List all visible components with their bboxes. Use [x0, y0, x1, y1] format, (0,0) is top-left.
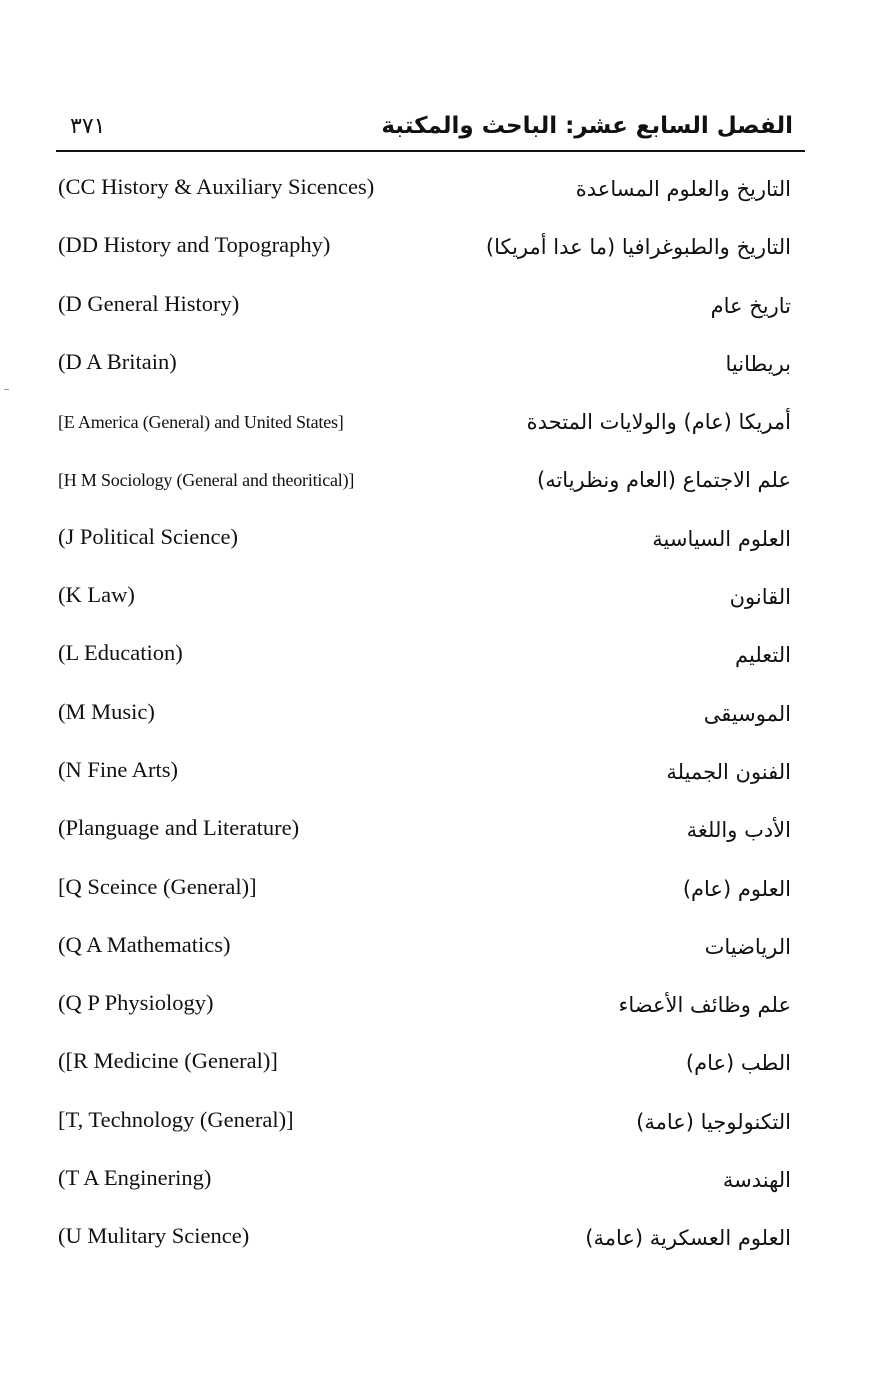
- header-rule: [56, 150, 805, 152]
- english-class-label: (M Music): [58, 698, 155, 724]
- classification-row: [0, 400, 873, 458]
- english-class-label: (CC History & Auxiliary Sicences): [58, 174, 375, 199]
- english-class-label: (D General History): [58, 290, 240, 316]
- arabic-class-label: علم الاجتماع (العام ونظرياته): [537, 468, 791, 493]
- english-class-label: [H M Sociology (General and theoritical)]: [58, 470, 355, 491]
- arabic-class-label: تاريخ عام: [710, 293, 791, 318]
- classification-row: [0, 983, 873, 1041]
- arabic-class-label: الهندسة: [722, 1168, 791, 1193]
- arabic-class-label: التكنولوجيا (عامة): [636, 1109, 791, 1134]
- english-class-label: (K Law): [58, 582, 135, 608]
- classification-row: [0, 808, 873, 866]
- english-class-label: [Q Sceince (General)]: [58, 873, 257, 899]
- classification-row: [0, 284, 873, 342]
- english-class-label: (DD History and Topography): [58, 232, 331, 258]
- english-class-label: (N Fine Arts): [58, 756, 178, 782]
- english-class-label: (D A Britain): [58, 348, 177, 374]
- arabic-class-label: الموسيقى: [703, 701, 791, 726]
- english-class-label: (Q A Mathematics): [58, 931, 231, 957]
- arabic-class-label: العلوم السياسية: [652, 526, 791, 551]
- arabic-class-label: الطب (عام): [685, 1051, 791, 1076]
- classification-row: [0, 167, 873, 225]
- classification-row: [0, 225, 873, 283]
- arabic-class-label: علم وظائف الأعضاء: [618, 993, 791, 1018]
- english-class-label: (J Political Science): [58, 523, 238, 549]
- classification-row: [0, 867, 873, 925]
- classification-list: [0, 167, 873, 1275]
- classification-row: [0, 925, 873, 983]
- classification-row: [0, 633, 873, 691]
- arabic-class-label: الأدب واللغة: [686, 818, 791, 843]
- arabic-class-label: بريطانيا: [725, 351, 791, 376]
- arabic-class-label: العلوم (عام): [682, 876, 791, 901]
- page-number: ٣٧١: [70, 114, 106, 139]
- classification-row: [0, 575, 873, 633]
- classification-row: [0, 692, 873, 750]
- english-class-label: [T, Technology (General)]: [58, 1106, 294, 1132]
- english-class-label: (Q P Physiology): [58, 990, 214, 1016]
- arabic-class-label: العلوم العسكرية (عامة): [585, 1226, 791, 1251]
- classification-row: [0, 342, 873, 400]
- arabic-class-label: الرياضيات: [704, 934, 791, 959]
- arabic-class-label: التاريخ والعلوم المساعدة: [575, 177, 791, 201]
- arabic-class-label: التاريخ والطبوغرافيا (ما عدا أمريكا): [485, 235, 791, 260]
- arabic-class-label: التعليم: [735, 643, 791, 668]
- classification-row: [0, 517, 873, 575]
- english-class-label: (U Mulitary Science): [58, 1223, 250, 1249]
- classification-row: [0, 1041, 873, 1099]
- english-class-label: ([R Medicine (General)]: [58, 1048, 278, 1074]
- chapter-title: الفصل السابع عشر: الباحث والمكتبة: [381, 113, 793, 139]
- english-class-label: [E America (General) and United States]: [58, 412, 344, 433]
- arabic-class-label: القانون: [729, 585, 791, 610]
- classification-row: [0, 750, 873, 808]
- classification-row: [0, 1216, 873, 1274]
- english-class-label: (T A Enginering): [58, 1165, 212, 1191]
- classification-row: [0, 458, 873, 516]
- classification-row: [0, 1100, 873, 1158]
- classification-row: [0, 1158, 873, 1216]
- arabic-class-label: أمريكا (عام) والولايات المتحدة: [526, 410, 791, 435]
- english-class-label: (L Education): [58, 640, 183, 666]
- arabic-class-label: الفنون الجميلة: [666, 759, 791, 784]
- english-class-label: (Planguage and Literature): [58, 815, 300, 841]
